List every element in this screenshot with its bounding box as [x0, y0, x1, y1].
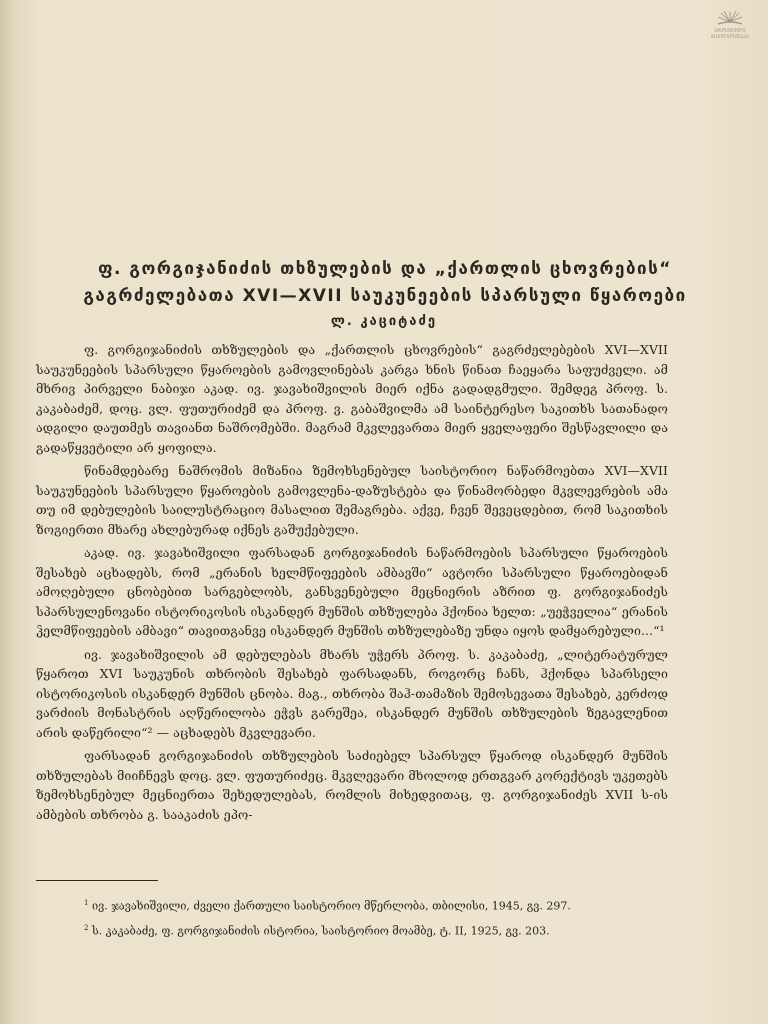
footnote-mark: 1 [84, 899, 89, 907]
footnote-text: ივ. ჯავახიშვილი, ძველი ქართული საისტორიო მწერლობა, თბილისი, 1945, გვ. 297. [91, 899, 571, 913]
footnote [36, 894, 670, 916]
footnotes [36, 894, 670, 943]
footnote-divider [36, 880, 158, 881]
footnote-text: ს. კაკაბაძე, ფ. გორგიჯანიძის ისტორია, საისტორიო მოამბე, ტ. II, 1925, გვ. 203. [91, 924, 550, 938]
article-body [36, 340, 668, 828]
article-title [40, 256, 730, 310]
paragraph: აკად. ივ. ჯავახიშვილი ფარსადან გორგიჯანიძის ნაწარმოების სპარსული წყაროების შესახებ აცხადებს, რომ „ერანის ხელმწიფეების ამბავში“ ავტორი სპარსული წყაროებიდან ამოღებული ცნობებით სარგებლობს, განსვენებული მეცნიერის აზრით ფ. გორგიჯანიძეს სპარსულენოვანი ისტორიკოსის ისკანდერ მუნშის თხზულება ჰქონია ხელთ: „უეჭველია“ ერანის ჴელმწიფეების ამბავი“ თავითგანვე ისკანდერ მუნშის თხზულებაზე უნდა იყოს დამყარებული...“¹ [36, 545, 668, 638]
footnote-mark: 2 [84, 923, 89, 932]
paragraph: წინამდებარე ნაშრომის მიზანია ზემოხსენებულ საისტორიო ნაწარმოებთა XVI—XVII საუკუნეების სპარსული წყაროების გამოვლენა-დაზუსტება და წინამორბედი მკვლევრების ამა თუ იმ დებულების საილუსტრაციო მასალით შემაგრება. აქვე, ჩვენ შევეცდებით, რომ საკითხის ზოგიერთი მხარე ახლებურად იქნეს გაშუქებული. [36, 463, 668, 537]
book-emblem-icon [715, 8, 745, 28]
title-line-1: ფ. გორგიჯანიძის თხზულების და „ქართლის ცხოვრების“ [98, 259, 672, 279]
paragraph: ფ. გორგიჯანიძის თხზულების და „ქართლის ცხოვრების“ გაგრძელებების XVI—XVII საუკუნეების სპარსული წყაროების გამოვლინებას კარგა ხნის წინათ ჩაეყარა საფუძველი. ამ მხრივ პირველი ნაბიჯი აკად. ივ. ჯავახიშვილის მიერ იქნა გადადგმული. შემდეგ პროფ. ს. კაკაბაძემ, დოც. ვლ. ფუთურიძემ და პროფ. ვ. გაბაშვილმა ამ საინტერესო საკითხს სათანადო ადგილი დაუთმეს თავიანთ ნაშრომებში. მაგრამ მკვლევართა მიერ ყველაფერი შესწავლილი და გადაწყვეტილი არ ყოფილა. [36, 342, 668, 455]
article-author: ლ. კაციტაძე [330, 314, 438, 329]
logo-line-2: ᲑᲘᲑᲚᲘᲝᲗᲔᲙᲐ [710, 34, 750, 40]
logo-line-1: ᲔᲠᲝᲕᲜᲣᲚᲘ [714, 28, 746, 34]
footnote [36, 919, 670, 941]
library-logo [702, 8, 758, 44]
paragraph: ფარსადან გორგიჯანიძის თხზულების საძიებელ სპარსულ წყაროდ ისკანდერ მუნშის თხზულებას მიიჩნევს დოც. ვლ. ფუთურიძეც. მკვლევარი მხოლოდ ერთგვარ კორექტივს უკეთებს ზემოხსენებულ მეცნიერთა შეხედულებას, რომლის მიხედვითაც, ფ. გორგიჯანიძეს XVII ს-ის ამბების თხრობა გ. სააკაძის ეპო- [36, 748, 668, 822]
title-line-2: გაგრძელებათა XVI—XVII საუკუნეების სპარსული წყაროები [83, 286, 687, 306]
paragraph: ივ. ჯავახიშვილის ამ დებულებას მხარს უჭერს პროფ. ს. კაკაბაძე, „ლიტერატურულ წყაროთ XVI საუკუნის თხრობის შესახებ ფარსადანს, როგორც ჩანს, ჰქონდა სპარსელი ისტორიკოსის ისკანდერ მუნშის ცნობა. მაგ., თხრობა შაჰ-თამაზის შემოსევათა შესახებ, კერძოდ ვარძიის მონასტრის აღწერილობა ეჭვს გარეშეა, ისკანდერ მუნშის თხზულების ზეგავლენით არის დაწერილი“² — აცხადებს მკვლევარი. [36, 646, 668, 740]
